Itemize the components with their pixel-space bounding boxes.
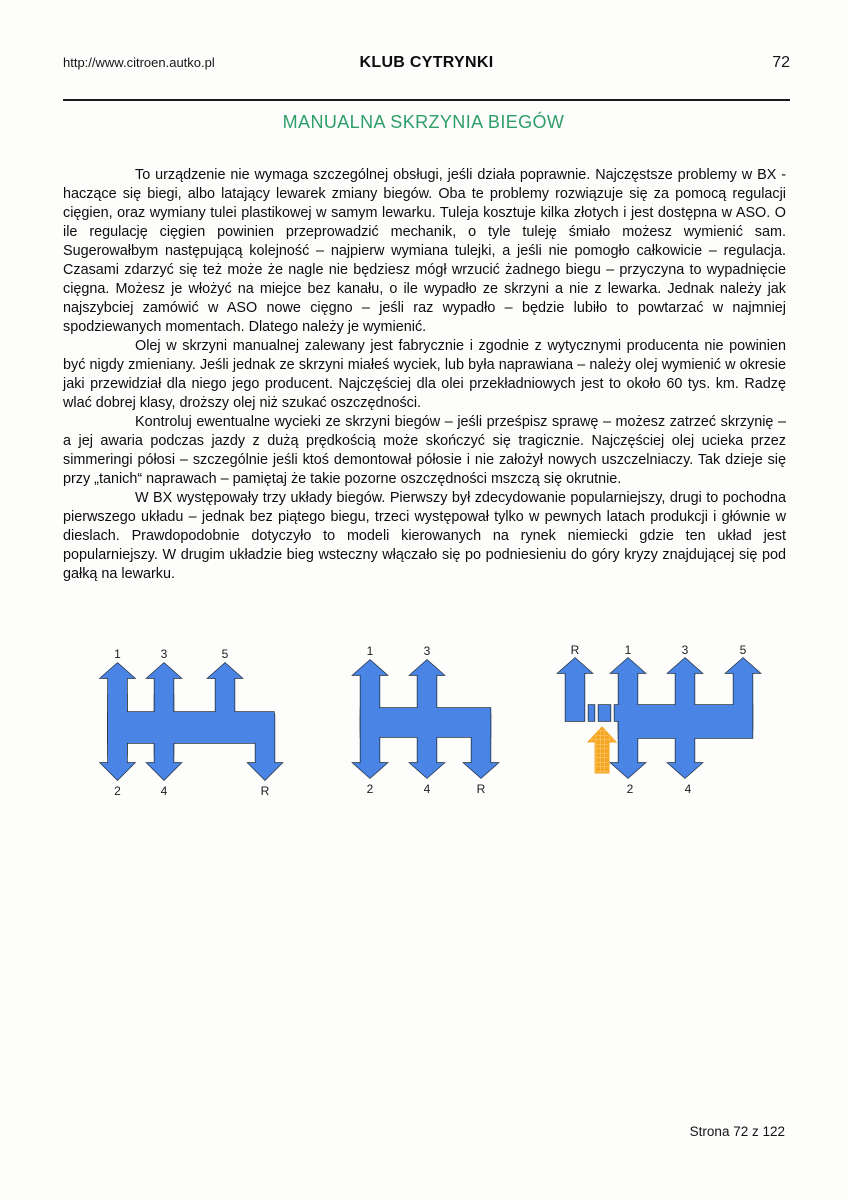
- gear-label-4: 4: [684, 782, 692, 796]
- page-header: [63, 54, 790, 72]
- site-url: http://www.citroen.autko.pl: [63, 55, 215, 70]
- paragraph-1: To urządzenie nie wymaga szczególnej obsługi, jeśli działa poprawnie. Najczęstsze problemy w BX - haczące się biegi, albo latający lewarek zmiany biegów. Oba te problemy rozwiązuje się za pomocą regulacji cięgien, oraz wymiany tulei plastikowej w samym lewarku. Tuleja kosztuje kilka złotych i jest dostępna w ASO. O ile regulację cięgien powinien przeprowadzić mechanik, o tyle tuleję śmiało możesz wymienić sam. Sugerowałbym następującą kolejność – najpierw wymiana tulejki, a jeśli nie pomogło całkowicie – regulacja. Czasami zdarzyć się też może że nagle nie będziesz mógł wrzucić żadnego biegu – przyczyna to wypadnięcie cięgna. Możesz je włożyć na miejce bez kanału, o ile wypadło ze skrzyni a nie z lewarka. Jednak należy jak najszybciej zamówić w ASO nowe cięgno – jeśli raz wypadło – będzie lubiło to powtarzać w najmniej spodziewanych momentach. Dlatego należy je wymienić.: [63, 167, 786, 335]
- gear-gate-fill: [353, 660, 498, 778]
- paragraph-3: Kontroluj ewentualne wycieki ze skrzyni biegów – jeśli prześpisz sprawę – możesz zatrzeć skrzynię – a jej awaria podczas jazdy z dużą prędkością może skończyć się tragicznie. Najczęściej olej ucieka przez simmeringi półosi – szczególnie jeśli ktoś demontował półosie i nie założył nowych uszczelniaczy. Tak dzieje się przy „tanich“ naprawach – pamiętaj że takie pozorne oszczędności mszczą się okrutnie.: [63, 414, 786, 487]
- page-footer: Strona 72 z 122: [689, 1124, 785, 1139]
- gear-label-3: 3: [681, 645, 689, 657]
- site-title: KLUB CYTRYNKI: [359, 54, 494, 71]
- gear-label-r: R: [570, 645, 580, 657]
- gear-label-1: 1: [366, 645, 374, 658]
- gear-label-4: 4: [160, 784, 168, 798]
- gear-label-2: 2: [626, 782, 634, 796]
- gear-label-2: 2: [114, 784, 121, 798]
- gear-diagram-five-speed: [95, 645, 330, 805]
- gear-pattern-diagrams: [63, 645, 823, 805]
- gear-label-1: 1: [114, 647, 121, 661]
- gear-diagram-four-speed: [350, 645, 505, 805]
- gear-label-r: R: [260, 784, 270, 798]
- article-body: [63, 166, 786, 584]
- gear-label-1: 1: [624, 645, 632, 657]
- gear-label-5: 5: [221, 647, 229, 661]
- gear-label-2: 2: [366, 782, 374, 796]
- header-divider: [63, 99, 790, 101]
- gear-label-r: R: [476, 782, 486, 796]
- gear-diagram-reverse-left: [555, 645, 800, 805]
- page-title: MANUALNA SKRZYNIA BIEGÓW: [282, 112, 565, 132]
- gear-label-3: 3: [423, 645, 431, 658]
- paragraph-2: Olej w skrzyni manualnej zalewany jest fabrycznie i zgodnie z wytycznymi producenta nie powinien być nigdy zmieniany. Jeśli jednak ze skrzyni miałeś wyciek, lub była naprawiana – należy olej wymienić w okresie jaki przewidział dla niego jego producent. Najczęściej dla olei przekładniowych jest to około 60 tys. km. Radzę wlać dobrej klasy, droższy olej niż szukać oszczędności.: [63, 338, 786, 411]
- page-number: 72: [772, 54, 791, 71]
- orange-up-arrow-icon: [588, 727, 616, 773]
- paragraph-4: W BX występowały trzy układy biegów. Pierwszy był zdecydowanie popularniejszy, drugi to pochodna pierwszego układu – jednak bez piątego biegu, trzeci występował tylko w pewnych latach produkcji i głównie w dieslach. Prawdopodobnie dotyczyło to modeli kierowanych na rynek niemiecki gdzie ten układ jest popularniejszy. W drugim układzie bieg wsteczny włączało się po podniesieniu do góry kryzy znajdującej się pod gałką na lewarku.: [63, 490, 786, 582]
- gear-label-4: 4: [423, 782, 431, 796]
- gear-label-3: 3: [160, 647, 168, 661]
- gear-label-5: 5: [739, 645, 747, 657]
